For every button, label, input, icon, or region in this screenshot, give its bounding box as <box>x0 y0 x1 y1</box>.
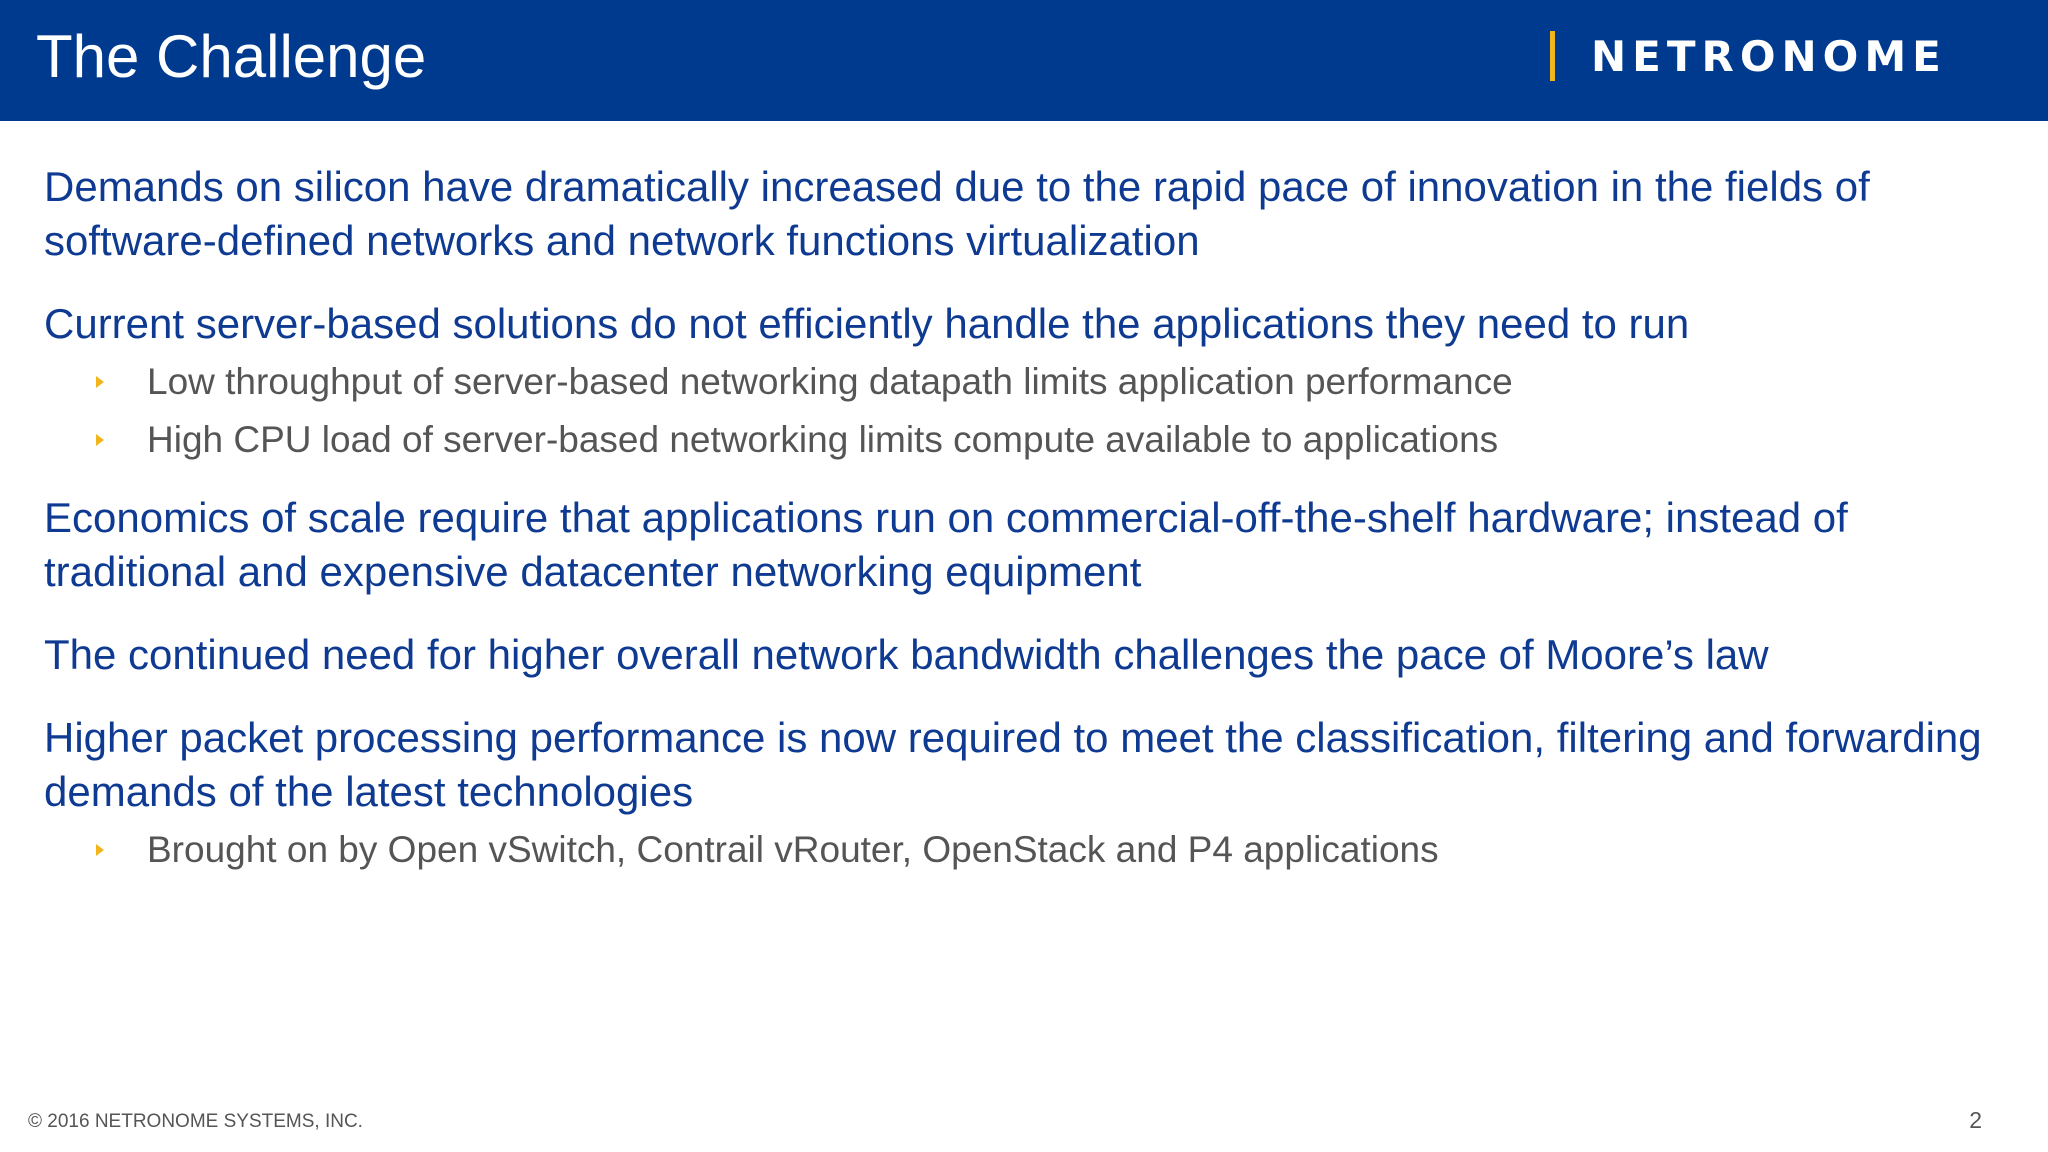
bullet-item: Economics of scale require that applications run on commercial-off-the-shelf hardware; instead of traditional and expensive datacenter networking equipment <box>44 494 1848 595</box>
sub-bullet-text: Brought on by Open vSwitch, Contrail vRouter, OpenStack and P4 applications <box>147 829 1439 870</box>
triangle-arrow-icon <box>96 434 104 446</box>
sub-bullet-text: High CPU load of server-based networking limits compute available to applications <box>147 419 1499 460</box>
sub-bullet-item <box>44 411 1984 469</box>
logo-text: NETRONOME <box>1591 31 1947 81</box>
sub-bullet-item <box>44 353 1984 411</box>
bullet-item: The continued need for higher overall network bandwidth challenges the pace of Moore’s law <box>44 631 1769 678</box>
bullet-item: Higher packet processing performance is now required to meet the classification, filtering and forwarding demands of the latest technologies <box>44 714 1982 815</box>
sub-bullet-item <box>44 821 1984 879</box>
slide-title: The Challenge <box>36 23 427 90</box>
sub-bullet-text: Low throughput of server-based networking datapath limits application performance <box>147 361 1513 402</box>
header-bar <box>0 0 2048 121</box>
page-number: 2 <box>1969 1107 1982 1133</box>
bullet-item: Current server-based solutions do not efficiently handle the applications they need to run <box>44 300 1690 347</box>
triangle-arrow-icon <box>96 844 104 856</box>
footer-copyright: © 2016 NETRONOME SYSTEMS, INC. <box>28 1111 363 1132</box>
triangle-arrow-icon <box>96 376 104 388</box>
netronome-logo <box>1550 30 1947 82</box>
slide-content <box>44 160 1984 879</box>
bullet-item: Demands on silicon have dramatically increased due to the rapid pace of innovation in the fields of software-defined networks and network functions virtualization <box>44 163 1870 264</box>
logo-divider <box>1550 31 1555 81</box>
